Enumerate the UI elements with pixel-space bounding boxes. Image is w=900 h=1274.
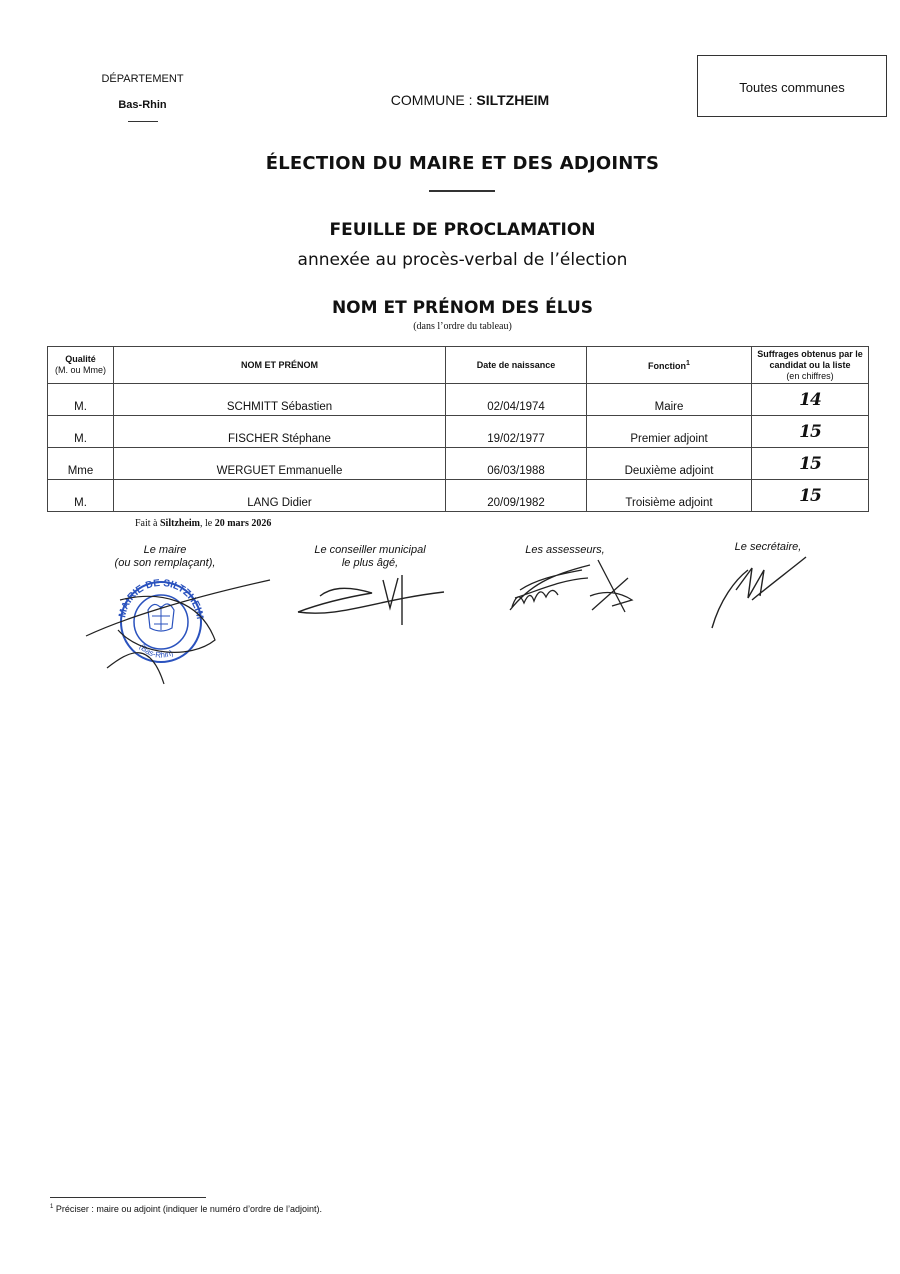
maire-line2: (ou son remplaçant), [114,557,216,569]
assesseurs-signature-icon [510,560,632,612]
header-qualite-label: Qualité [65,354,96,364]
cell-fonction: Troisième adjoint [587,480,752,512]
header-date: Date de naissance [446,347,587,384]
footnote-ref: 1 [686,360,690,367]
fait-prefix: Fait à [135,518,158,529]
commune-label: COMMUNE : [390,92,473,108]
cell-date: 06/03/1988 [446,448,587,480]
cell-fonction: Premier adjoint [587,416,752,448]
fait-sep: , le [200,518,213,529]
cell-qualite: M. [48,416,114,448]
conseiller-line2: le plus âgé, [341,557,399,569]
fait-date: 20 mars 2026 [214,518,272,529]
cell-fonction: Maire [587,384,752,416]
toutes-communes-label: Toutes communes [739,80,845,95]
ordre-note: (dans l’ordre du tableau) [413,321,512,332]
feuille-title: FEUILLE DE PROCLAMATION [329,220,596,240]
signature-assesseurs-label: Les assesseurs, [525,544,605,556]
stamp-text-bottom: (Bas-Rhin) [137,642,175,660]
header-qualite-sub: (M. ou Mme) [54,365,106,375]
signature-secretaire-label: Le secrétaire, [734,541,802,553]
cell-fonction: Deuxième adjoint [587,448,752,480]
cell-qualite: M. [48,480,114,512]
cell-suffrages: 15 [752,448,869,480]
cell-suffrages: 14 [752,384,869,416]
conseiller-line1: Le conseiller municipal [314,544,426,556]
elus-title: NOM ET PRÉNOM DES ÉLUS [331,298,594,318]
cell-nom: SCHMITT Sébastien [114,384,446,416]
footnote-rule [50,1197,206,1198]
annexe-subtitle: annexée au procès-verbal de l’élection [297,250,628,270]
stamp-text-top: MAIRIE DE SILTZHEIM [117,577,206,621]
header-fonction-label: Fonction [648,361,687,371]
fait-lieu: Siltzheim [160,518,200,529]
secretaire-signature-icon [712,557,806,628]
footnote-mark: 1 [50,1204,54,1210]
header-nom: NOM ET PRÉNOM [114,347,446,384]
commune-name: SILTZHEIM [476,92,550,108]
cell-date: 19/02/1977 [446,416,587,448]
maire-signature-icon [86,577,270,684]
conseiller-signature-icon [298,575,444,625]
election-title: ÉLECTION DU MAIRE ET DES ADJOINTS [265,153,660,174]
cell-qualite: Mme [48,448,114,480]
cell-nom: WERGUET Emmanuelle [114,448,446,480]
departement-label: DÉPARTEMENT [101,73,184,85]
footnote-text: Préciser : maire ou adjoint (indiquer le numéro d’ordre de l’adjoint). [55,1204,322,1214]
cell-nom: LANG Didier [114,480,446,512]
cell-nom: FISCHER Stéphane [114,416,446,448]
cell-qualite: M. [48,384,114,416]
header-suffrages-sub: (en chiffres) [786,370,834,381]
cell-suffrages: 15 [752,416,869,448]
footnote [50,1204,322,1214]
cell-suffrages: 15 [752,480,869,512]
maire-line1: Le maire [143,544,187,556]
header-suffrages-label: Suffrages obtenus par le candidat ou la liste [757,348,863,370]
cell-date: 20/09/1982 [446,480,587,512]
cell-date: 02/04/1974 [446,384,587,416]
mairie-stamp [117,578,205,662]
departement-name: Bas-Rhin [118,99,167,111]
